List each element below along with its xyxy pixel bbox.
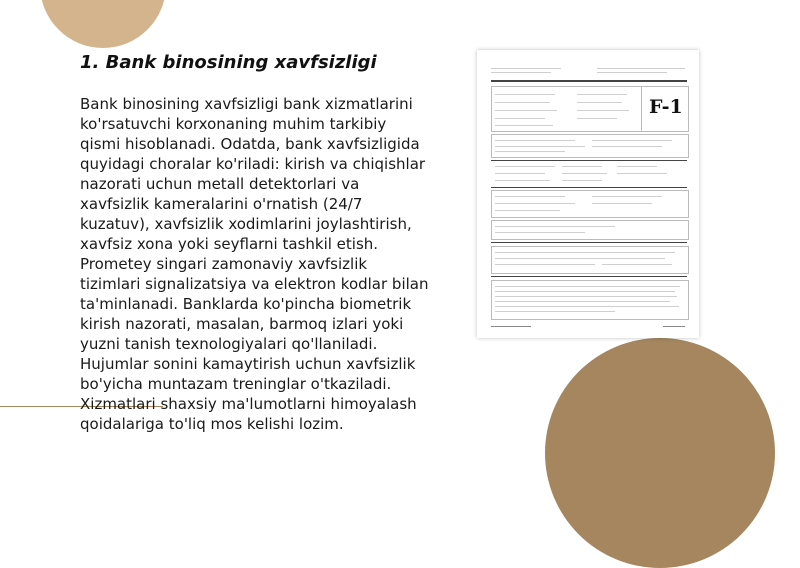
form-code: F-1 [649, 96, 683, 118]
form-f1-image [477, 50, 699, 338]
slide-title: 1. Bank binosining xavfsizligi [80, 52, 377, 73]
decorative-circle-bottom [545, 338, 775, 568]
slide-body-text: Bank binosining xavfsizligi bank xizmatlarini ko'rsatuvchi korxonaning muhim tarkibiy qismi hisoblanadi. Odatda, bank xavfsizligida quyidagi choralar ko'riladi: kirish va chiqishlar nazorati uchun metall detektorlari va xavfsizlik kameralarini o'rnatish (24/7 kuzatuv), xavfsizlik xodimlarini joylashtirish, xavfsiz xona yoki seyflarni tashkil etish. Prometey singari zamonaviy xavfsizlik tizimlari signalizatsiya va elektron kodlar bilan ta'minlanadi. Banklarda ko'pincha biometrik kirish nazorati, masalan, barmoq izlari yoki yuzni tanish texnologiyalari qo'llaniladi. Hujumlar sonini kamaytirish uchun xavfsizlik bo'yicha muntazam treninglar o'tkaziladi. Xizmatlari shaxsiy ma'lumotlarni himoyalash qoidalariga to'liq mos kelishi lozim. [80, 95, 429, 433]
decorative-circle-top [40, 0, 166, 48]
